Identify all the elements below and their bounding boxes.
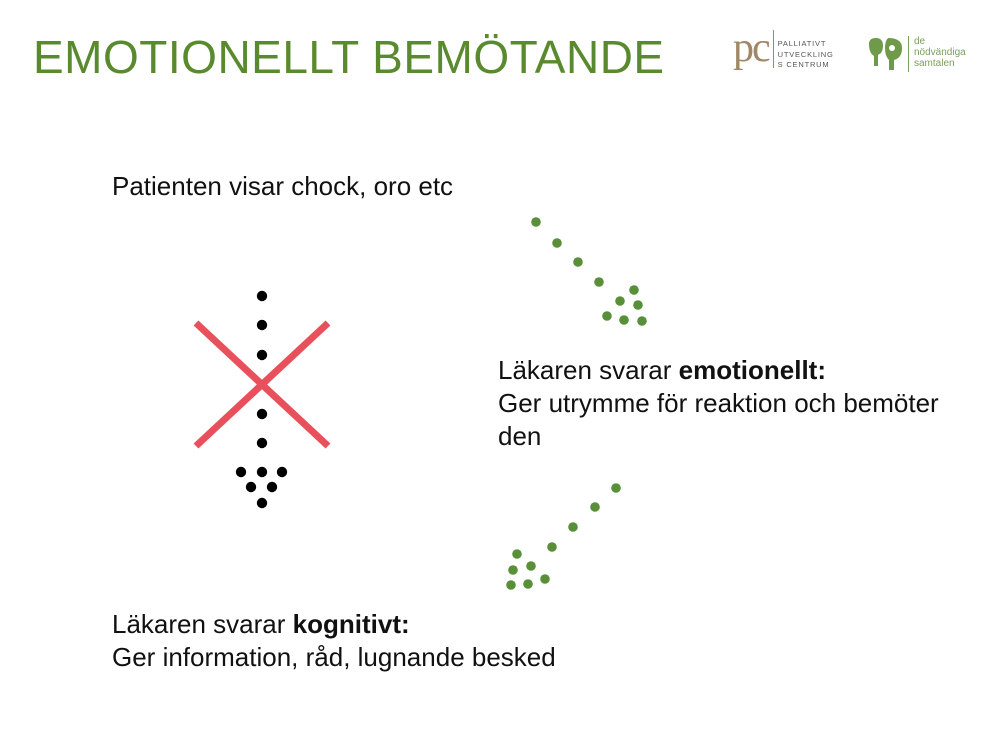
emotional-response-line-2: Ger utrymme för reaktion och bemöter (498, 388, 939, 418)
black-dot (257, 350, 267, 360)
ds-logo-line-2: nödvändiga (914, 47, 966, 58)
green-dot (568, 522, 578, 532)
green-dot (506, 580, 516, 590)
green-dot (602, 311, 612, 321)
green-dot (629, 285, 639, 295)
green-dot (633, 300, 643, 310)
green-dot (637, 316, 647, 326)
green-dot (512, 549, 522, 559)
green-dot (523, 579, 533, 589)
black-dot (257, 467, 267, 477)
emotional-dot-path-lower (506, 483, 621, 590)
emotional-response-line-3: den (498, 421, 542, 451)
patient-reaction-text: Patienten visar chock, oro etc (112, 171, 454, 201)
pc-logo-line-2: UTVECKLING (777, 49, 834, 59)
green-dot (573, 257, 583, 267)
emotional-emphasis: emotionellt: (678, 355, 826, 385)
black-dot (267, 482, 277, 492)
pc-logo-line-1: PALLIATIVT (777, 39, 827, 48)
ds-logo-line-3: samtalen (914, 58, 955, 69)
ds-logo-line-1: de (914, 36, 926, 47)
black-dot (257, 320, 267, 330)
black-dot (246, 482, 256, 492)
emotional-dot-path-upper (531, 217, 647, 326)
green-dot (594, 277, 604, 287)
green-dot (590, 502, 600, 512)
black-dot (257, 409, 267, 419)
black-dot (257, 498, 267, 508)
cognitive-emphasis: kognitivt: (292, 609, 410, 639)
green-dot (508, 565, 518, 575)
green-dot (526, 561, 536, 571)
black-dot (257, 291, 267, 301)
page-title: EMOTIONELLT BEMÖTANDE (33, 31, 665, 83)
green-dot (540, 574, 550, 584)
cognitive-prefix: Läkaren svarar (112, 609, 293, 639)
green-dot (615, 296, 625, 306)
black-dot (236, 467, 246, 477)
green-dot (552, 238, 562, 248)
green-dot (531, 217, 541, 227)
cognitive-response-line-2: Ger information, råd, lugnande besked (112, 642, 556, 672)
green-dot (611, 483, 621, 493)
pc-logo-line-3: S CENTRUM (777, 60, 830, 69)
black-dot (277, 467, 287, 477)
green-dot (547, 542, 557, 552)
emotional-prefix: Läkaren svarar (498, 355, 679, 385)
green-dot (619, 315, 629, 325)
black-dot (257, 438, 267, 448)
pc-logo-mark: pc (733, 25, 769, 71)
